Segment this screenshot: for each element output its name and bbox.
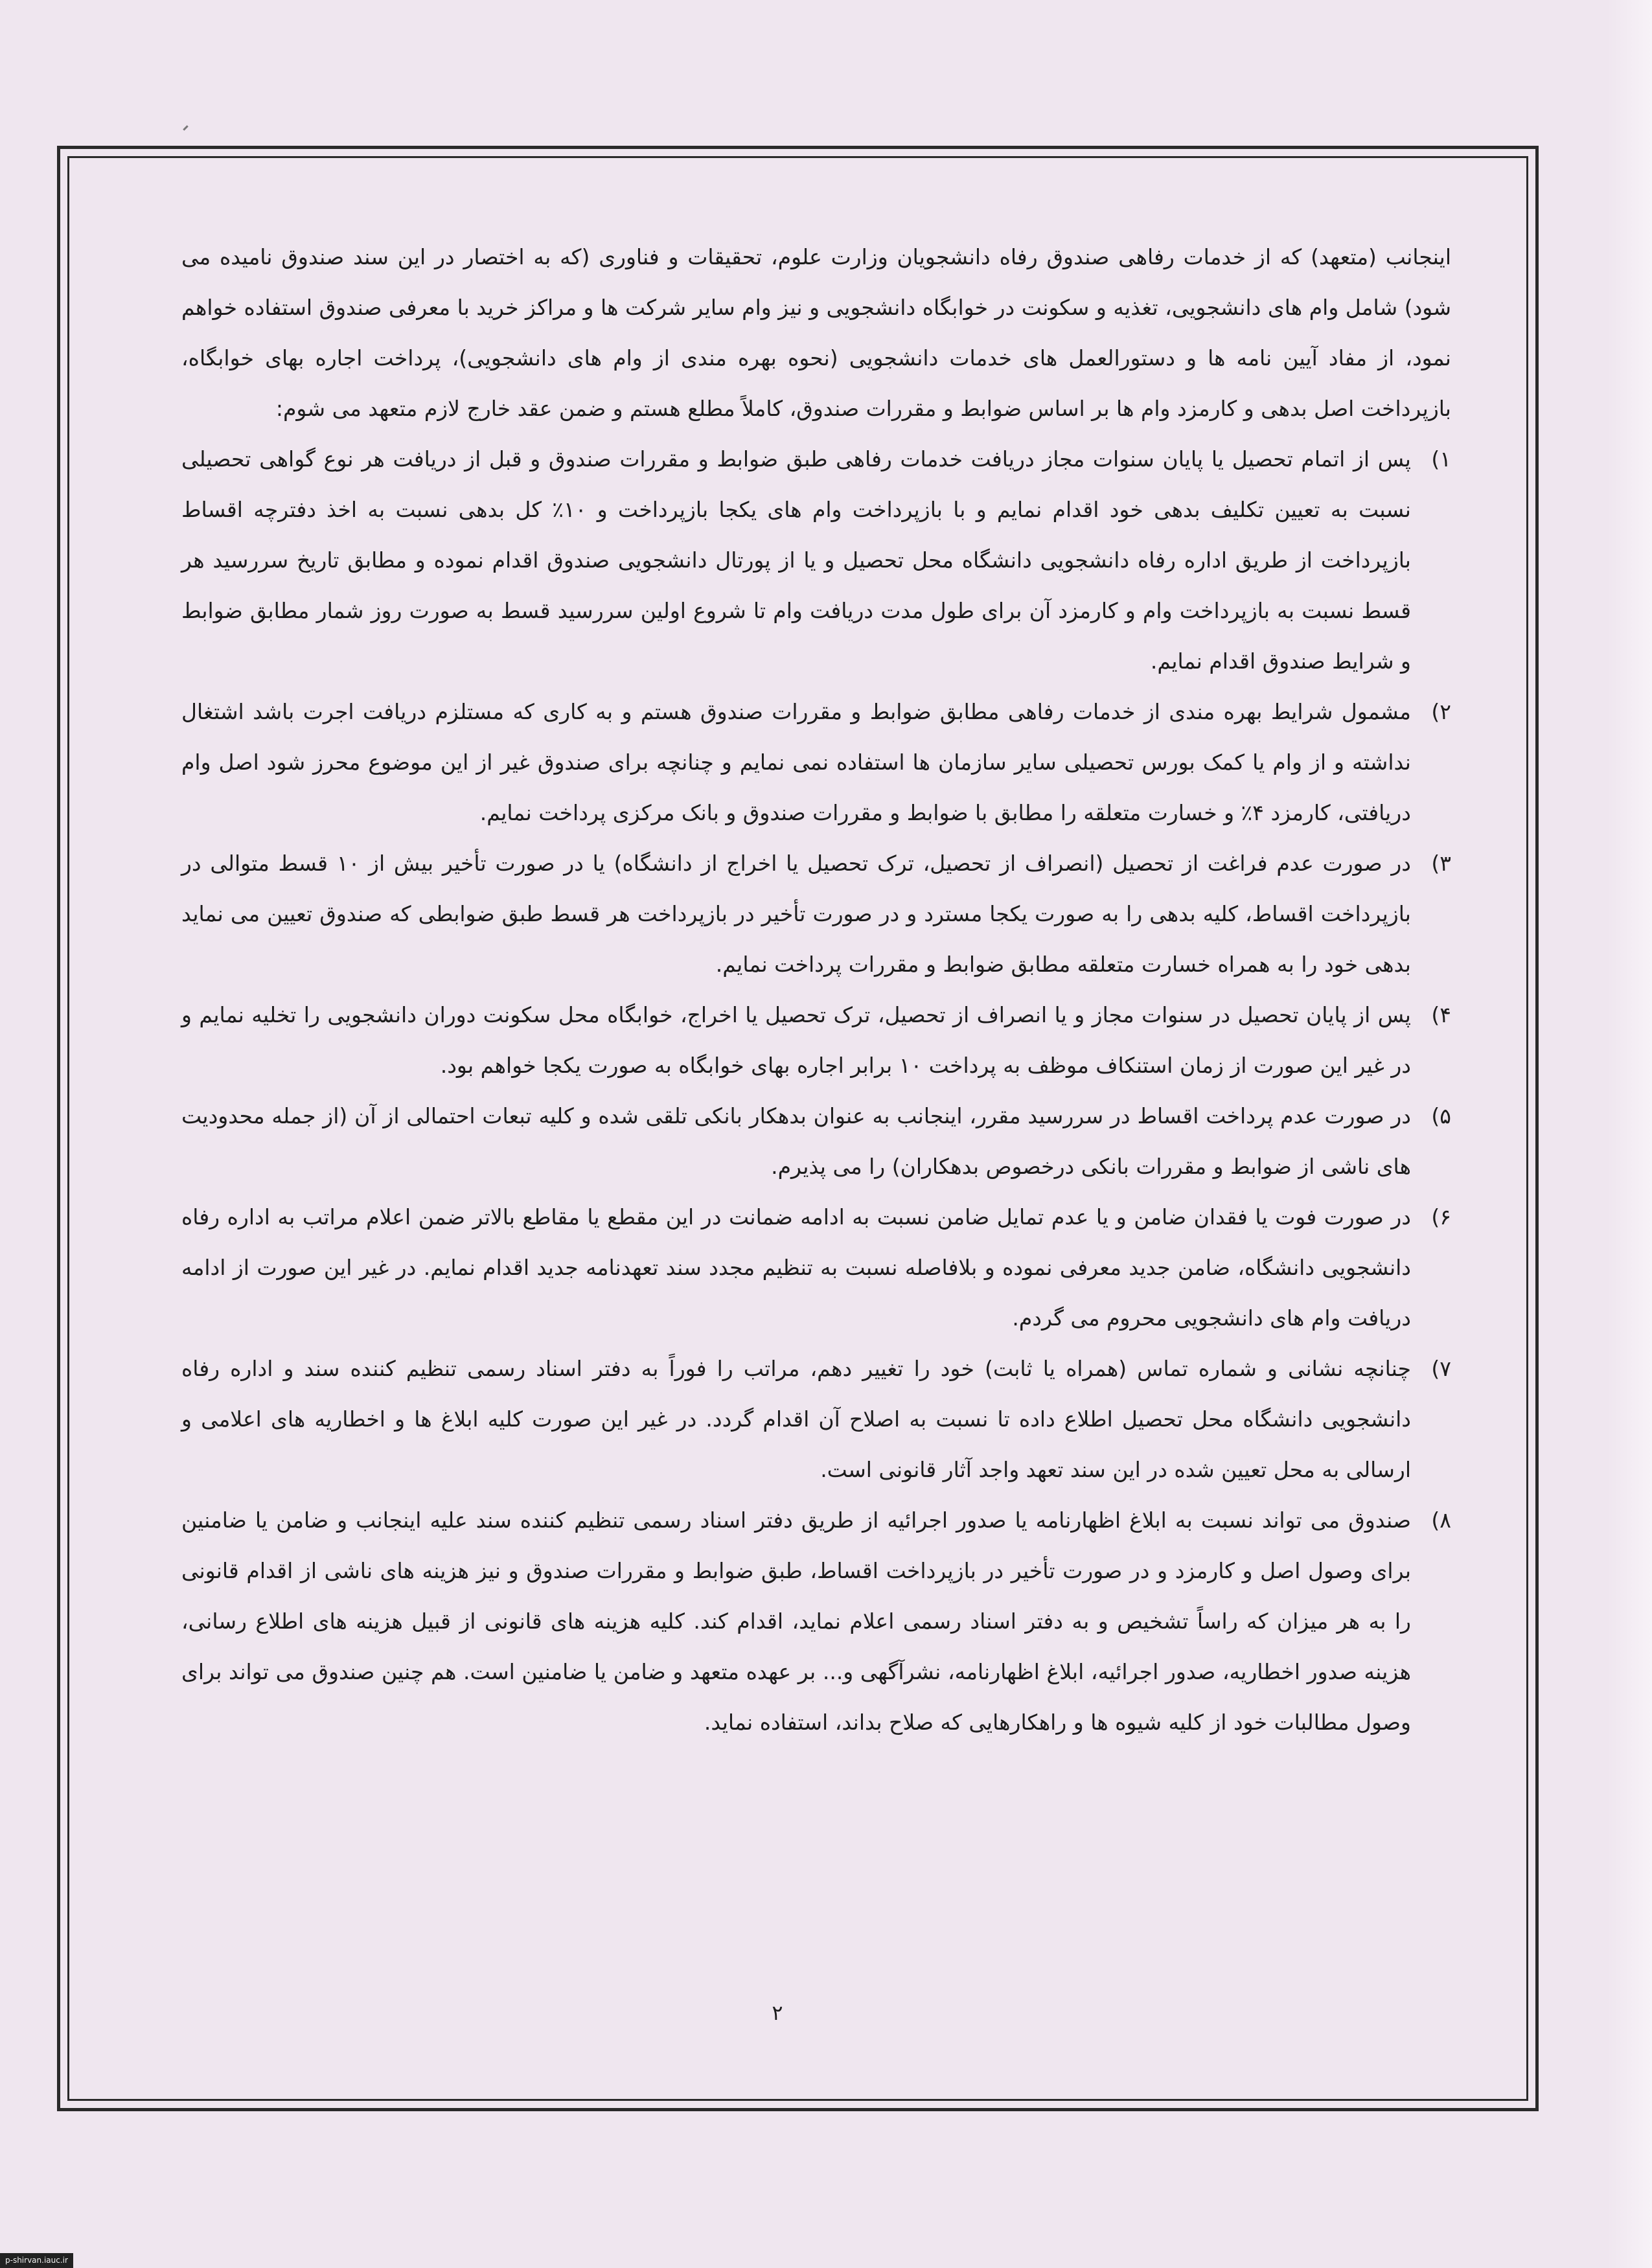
page-number: ۲ <box>772 2000 783 2025</box>
clause-item <box>181 434 1451 687</box>
clause-text: در صورت عدم فراغت از تحصیل (انصراف از تحصیل، ترک تحصیل یا اخراج از دانشگاه) یا در صورت تأخیر بیش از ۱۰ قسط متوالی در بازپرداخت اقساط، کلیه بدهی را به صورت یکجا مسترد و در صورت تأخیر در بازپرداخت هر قسط طبق ضوابطی که صندوق تعیین می نماید بدهی خود را به همراه خسارت متعلقه مطابق ضوابط و مقررات پرداخت نمایم. <box>181 851 1411 977</box>
clause-text: صندوق می تواند نسبت به ابلاغ اظهارنامه یا صدور اجرائیه از طریق دفتر اسناد رسمی تنظیم کننده سند علیه اینجانب و ضامن یا ضامنین برای وصول اصل و کارمزد و در صورت تأخیر در بازپرداخت اقساط، طبق ضوابط و مقررات صندوق و نیز هزینه های ناشی از اقدام قانونی را به هر میزان که راساً تشخیص و به دفتر اسناد رسمی اعلام نماید، اقدام کند. کلیه هزینه های قانونی از قبیل هزینه های اطلاع رسانی، هزینه صدور اخطاریه، صدور اجرائیه، ابلاغ اظهارنامه، نشرآگهی و... بر عهده متعهد و ضامن یا ضامنین است. هم چنین صندوق می تواند برای وصول مطالبات خود از کلیه شیوه ها و راهکارهایی که صلاح بداند، استفاده نماید. <box>181 1507 1411 1735</box>
source-watermark: p-shirvan.iauc.ir <box>0 2253 73 2268</box>
clause-number: ۵) <box>1431 1103 1451 1128</box>
intro-paragraph: اینجانب (متعهد) که از خدمات رفاهی صندوق رفاه دانشجویان وزارت علوم، تحقیقات و فناوری (که به اختصار در این سند صندوق نامیده می شود) شامل وام های دانشجویی، تغذیه و سکونت در خوابگاه دانشجویی و نیز وام سایر شرکت ها و مراکز خرید با معرفی صندوق استفاده خواهم نمود، از مفاد آیین نامه ها و دستورالعمل های خدمات دانشجویی (نحوه بهره مندی از وام های دانشجویی)، پرداخت اجاره بهای خوابگاه، بازپرداخت اصل بدهی و کارمزد وام ها بر اساس ضوابط و مقررات صندوق، کاملاً مطلع هستم و ضمن عقد خارج لازم متعهد می شوم: <box>181 244 1451 421</box>
clause-number: ۶) <box>1431 1204 1451 1230</box>
clause-item <box>181 990 1451 1091</box>
page-edge-shade <box>1607 0 1652 2268</box>
clause-item <box>181 687 1451 838</box>
clause-text: در صورت فوت یا فقدان ضامن و یا عدم تمایل ضامن نسبت به ادامه ضمانت در این مقطع یا مقاطع بالاتر ضمن اعلام مراتب به اداره رفاه دانشجویی دانشگاه، ضامن جدید معرفی نموده و بلافاصله نسبت به تنظیم مجدد سند تعهدنامه جدید اقدام نمایم. در غیر این صورت از ادامه دریافت وام های دانشجویی محروم می گردم. <box>181 1204 1411 1331</box>
clause-text: پس از اتمام تحصیل یا پایان سنوات مجاز دریافت خدمات رفاهی طبق ضوابط و مقررات صندوق و قبل از دریافت هر نوع گواهی تحصیلی نسبت به تعیین تکلیف بدهی خود اقدام نمایم و با بازپرداخت وام های یکجا بازپرداخت و ۱۰٪ کل بدهی نسبت به اخذ دفترچه اقساط بازپرداخت از طریق اداره رفاه دانشجویی دانشگاه محل تحصیل و یا از پورتال دانشجویی صندوق اقدام نموده و مطابق تاریخ سررسید هر قسط نسبت به بازپرداخت وام و کارمزد آن برای طول مدت دریافت وام تا شروع اولین سررسید قسط به صورت روز شمار مطابق ضوابط و شرایط صندوق اقدام نمایم. <box>181 446 1411 674</box>
clause-text: در صورت عدم پرداخت اقساط در سررسید مقرر، اینجانب به عنوان بدهکار بانکی تلقی شده و کلیه تبعات احتمالی از آن (از جمله محدودیت های ناشی از ضوابط و مقررات بانکی درخصوص بدهکاران) را می پذیرم. <box>181 1103 1411 1179</box>
document-body <box>181 232 1451 1748</box>
clause-item <box>181 1495 1451 1748</box>
clause-number: ۸) <box>1431 1507 1451 1533</box>
commitment-clauses <box>181 434 1451 1748</box>
clause-text: مشمول شرایط بهره مندی از خدمات رفاهی مطابق ضوابط و مقررات صندوق هستم و به کاری که مستلزم دریافت اجرت باشد اشتغال نداشته و از وام یا کمک بورس تحصیلی سایر سازمان ها استفاده نمی نمایم و چنانچه برای صندوق غیر از این موضوع محرز شود اصل وام دریافتی، کارمزد ۴٪ و خسارت متعلقه را مطابق با ضوابط و مقررات صندوق و بانک مرکزی پرداخت نمایم. <box>181 699 1411 825</box>
clause-number: ۳) <box>1431 851 1451 876</box>
clause-number: ۱) <box>1431 446 1451 472</box>
clause-text: چنانچه نشانی و شماره تماس (همراه یا ثابت) خود را تغییر دهم، مراتب را فوراً به دفتر اسناد رسمی تنظیم کننده سند و اداره رفاه دانشجویی دانشگاه محل تحصیل اطلاع داده تا نسبت به اصلاح آن اقدام گردد. در غیر این صورت کلیه ابلاغ ها و اخطاریه های اعلامی و ارسالی به محل تعیین شده در این سند تعهد واجد آثار قانونی است. <box>181 1356 1411 1482</box>
clause-item <box>181 838 1451 990</box>
clause-number: ۴) <box>1431 1002 1451 1027</box>
clause-number: ۷) <box>1431 1356 1451 1381</box>
clause-number: ۲) <box>1431 699 1451 724</box>
clause-item <box>181 1344 1451 1495</box>
clause-item <box>181 1091 1451 1192</box>
clause-item <box>181 1192 1451 1344</box>
scan-speck <box>183 125 188 130</box>
clause-text: پس از پایان تحصیل در سنوات مجاز و یا انصراف از تحصیل، ترک تحصیل یا اخراج، خوابگاه محل سکونت دوران دانشجویی را تخلیه نمایم و در غیر این صورت از زمان استنکاف موظف به پرداخت ۱۰ برابر اجاره بهای خوابگاه به صورت یکجا خواهم بود. <box>181 1002 1411 1078</box>
